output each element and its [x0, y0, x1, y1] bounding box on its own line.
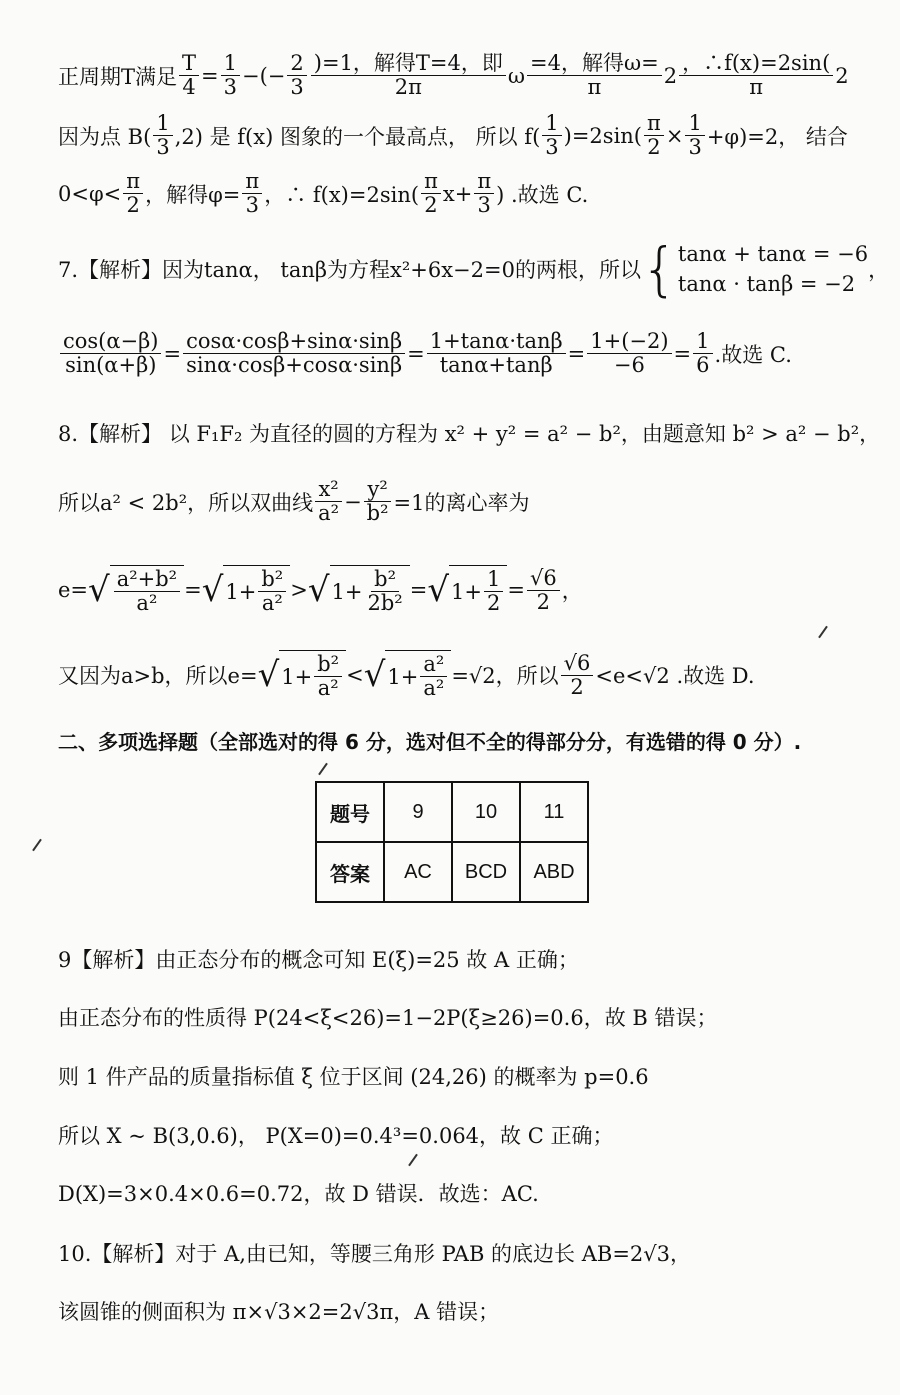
q9-line-3: 则 1 件产品的质量指标值 ξ 位于区间 (24,26) 的概率为 p=0.6 — [58, 1065, 649, 1089]
q10-line-2: 该圆锥的侧面积为 π×√3×2=2√3π，A 错误； — [58, 1300, 500, 1324]
q8-line-3: e= √ $\frac{\text{a²+b²}}{\text{a²}}$ = √ 1+ $\frac{\text{b²}}{\text{a²}}$ > √ 1+ $\frac{\text{b²}}{\text{2b²}}$ = √ 1+ $\frac{1}{2}$ = $\frac{√6}{2}$ ， — [58, 565, 583, 616]
q9-line-1: 9【解析】由正态分布的概念可知 E(ξ)=25 故 A 正确； — [58, 948, 579, 972]
scan-mark — [32, 839, 42, 852]
sqrt: √ 1+ $\frac{\text{a²}}{\text{a²}}$ — [364, 650, 452, 700]
equation-system: { tanα + tanα = −6 tanα · tanβ = −2 — [640, 235, 869, 303]
answer-table — [315, 781, 589, 903]
section-heading: 二、多项选择题（全部选对的得 6 分，选对但不全的得部分分，有选错的得 0 分）. — [58, 730, 802, 754]
q6-line-2: 因为点 B( $\frac{1}{3}$ ,2) 是 f(x) 图象的一个最高点， 所以 f( $\frac{1}{3}$ )=2sin( $\frac{\pi}{2}$ × $\frac{1}{3}$ +φ)=2， 结合 — [58, 111, 848, 160]
scan-mark — [318, 763, 328, 776]
table-row: 题号 9 10 11 — [316, 782, 588, 842]
q6-line-1-render: 正周期T满足 $\frac{T}{4}$ = $\frac{1}{3}$ −(− $\frac{2}{3}$ $\frac{\text{)=1，解得T=4，即}}{2\pi}$ ω $\frac{\text{=4，解得ω=}}{\pi}$ 2 $\frac{,\therefore f(x)=2\sin(}{\pi}$ 2 — [58, 52, 870, 99]
q10-line-1: 10.【解析】对于 A,由已知，等腰三角形 PAB 的底边长 AB=2√3， — [58, 1242, 692, 1266]
table-row: 答案 AC BCD ABD — [316, 842, 588, 902]
q8-line-2: 所以a² < 2b²，所以双曲线 $\frac{\text{x²}}{\text{a²}}$ − $\frac{\text{y²}}{\text{b²}}$ =1的离心率为 — [58, 477, 530, 526]
sqrt: √ 1+ $\frac{1}{2}$ — [427, 565, 507, 615]
sqrt: √ 1+ $\frac{\text{b²}}{\text{a²}}$ — [202, 565, 291, 615]
q8-line-1: 8.【解析】 以 F₁F₂ 为直径的圆的方程为 x² + y² = a² − b²，由题意知 b² > a² − b²， — [58, 422, 881, 446]
q7-line-1: 7.【解析】因为tanα， tanβ为方程x²+6x−2=0的两根，所以 { tanα + tanα = −6 tanα · tanβ = −2 ， — [58, 235, 890, 303]
sqrt: √ 1+ $\frac{\text{b²}}{\text{a²}}$ — [258, 650, 347, 700]
q9-line-5: D(X)=3×0.4×0.6=0.72，故 D 错误．故选：AC. — [58, 1182, 539, 1206]
q7-line-2: $\frac{\cos(\alpha-\beta)}{\sin(\alpha+\beta)}$ = $\frac{\cos\alpha\cdot\cos\beta+\sin\alpha\cdot\sin\beta}{\sin\alpha\cdot\cos\beta+\cos\alpha\cdot\sin\beta}$ = $\frac{1+\tan\alpha\cdot\tan\beta}{\tan\alpha+\tan\beta}$ = $\frac{1+(-2)}{-6}$ = $\frac{1}{6}$ .故选 C. — [58, 330, 870, 377]
q6-line-3: 0<φ< $\frac{\pi}{2}$ ，解得φ= $\frac{\pi}{3}$ ，∴ f(x)=2sin( $\frac{\pi}{2}$ x+ $\frac{\pi}{3}$ ) .故选 C. — [58, 169, 589, 218]
scan-mark — [408, 1154, 418, 1167]
q9-line-2: 由正态分布的性质得 P(24<ξ<26)=1−2P(ξ≥26)=0.6，故 B 错误； — [58, 1006, 718, 1030]
sqrt: √ 1+ $\frac{\text{b²}}{\text{2b²}}$ — [308, 565, 410, 615]
q9-line-4: 所以 X ~ B(3,0.6)， P(X=0)=0.4³=0.064，故 C 正确； — [58, 1124, 614, 1148]
sqrt: √ $\frac{\text{a²+b²}}{\text{a²}}$ — [88, 565, 184, 615]
scan-mark — [818, 626, 828, 639]
q8-line-4: 又因为a>b，所以e= √ 1+ $\frac{\text{b²}}{\text{a²}}$ < √ 1+ $\frac{\text{a²}}{\text{a²}}$ =√2，所以 $\frac{√6}{2}$ <e<√2 .故选 D. — [58, 650, 755, 701]
